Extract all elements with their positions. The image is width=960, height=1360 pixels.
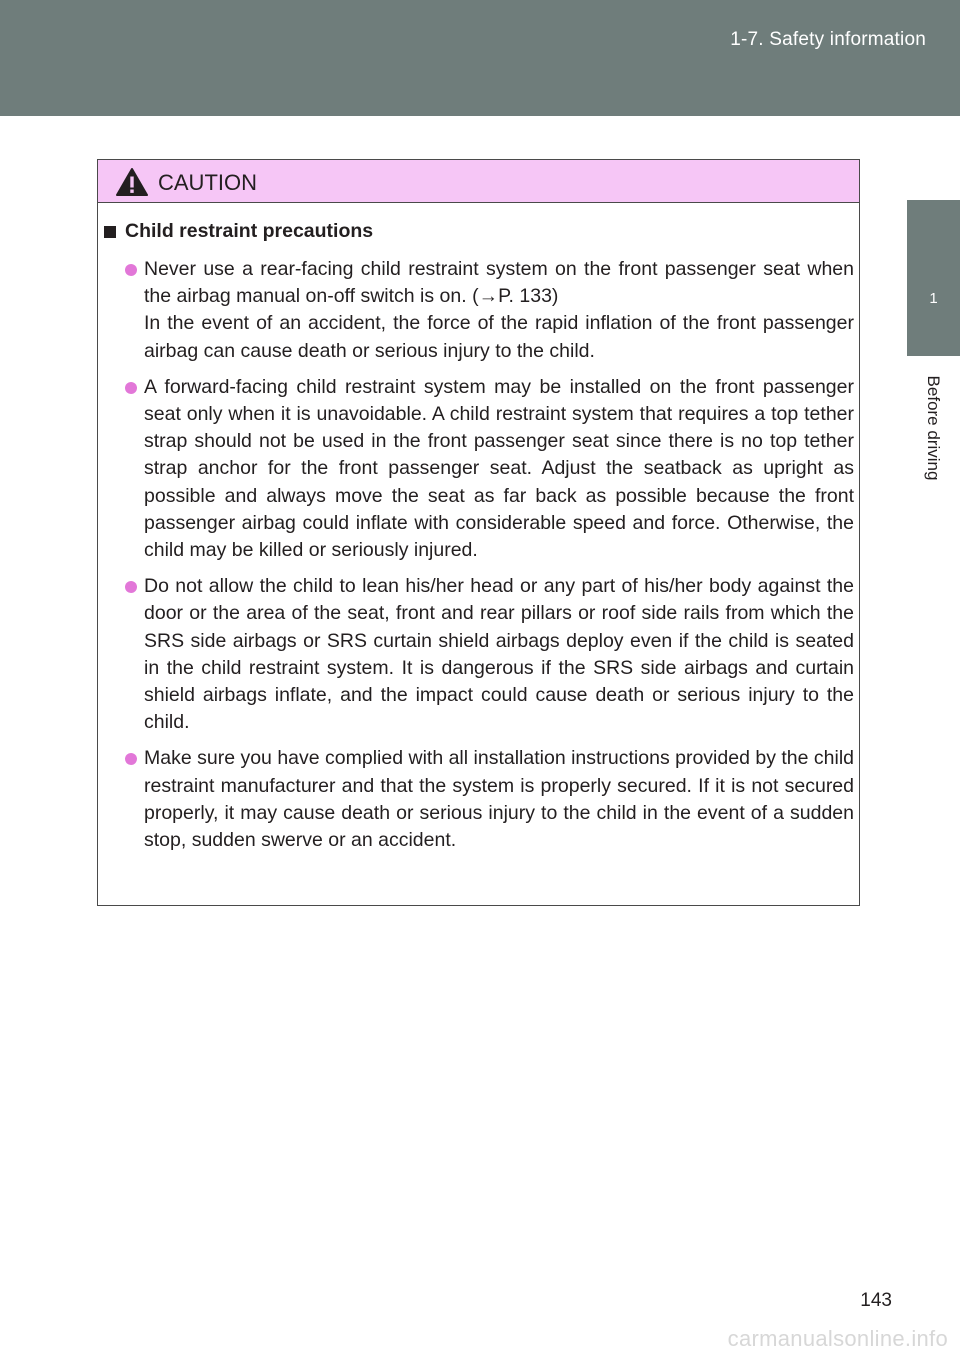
heading-text: Child restraint precautions [125, 220, 374, 242]
bullet-dot-icon [125, 753, 137, 765]
bullet-dot-icon [125, 382, 137, 394]
chapter-number: 1 [929, 290, 938, 307]
square-bullet-icon [104, 226, 116, 238]
bullet-dot-icon [125, 581, 137, 593]
chapter-tab [907, 200, 960, 356]
item-paragraph: Never use a rear-facing child restraint system on the front passenger seat when the airbag manual on-off switch is on. (→P. 133) [144, 258, 854, 308]
list-item [125, 745, 854, 854]
header-band [0, 0, 960, 116]
list-item [125, 256, 854, 365]
section-title: 1-7. Safety information [730, 29, 926, 50]
chapter-label: Before driving [924, 375, 943, 481]
section-heading [104, 220, 373, 243]
page-number: 143 [860, 1290, 892, 1311]
list-item [125, 573, 854, 736]
item-paragraph: Do not allow the child to lean his/her head or any part of his/her body against the door or the area of the seat, front and rear pillars or roof side rails from which the SRS side airbags or SRS curtain shield airbags deploy even if the child is seated in the child restraint system. It is dangerous if the SRS side airbags and curtain shield airbags inflate, and the impact could cause death or serious injury to the child. [144, 575, 854, 734]
caution-list [125, 256, 854, 863]
item-paragraph: A forward-facing child restraint system may be installed on the front passenger seat only when it is unavoidable. A child restraint system that requires a top tether strap should not be used in the front passenger seat since there is no top tether strap anchor for the front passenger seat. Adjust the seatback as upright as possible and always move the seat as far back as possible because the front passenger airbag could inflate with considerable speed and force. Otherwise, the child may be killed or seriously injured. [144, 375, 854, 562]
caution-box [97, 159, 860, 906]
warning-triangle-icon [115, 167, 149, 197]
bullet-dot-icon [125, 264, 137, 276]
watermark: carmanualsonline.info [727, 1326, 948, 1351]
caution-title: CAUTION [158, 170, 257, 195]
caution-header [98, 160, 859, 203]
item-paragraph: In the event of an accident, the force of the rapid inflation of the front passenger airbag can cause death or serious injury to the child. [144, 312, 854, 362]
list-item [125, 374, 854, 564]
item-paragraph: Make sure you have complied with all installation instructions provided by the child restraint manufacturer and that the system is properly secured. If it is not secured properly, it may cause death or serious injury to the child in the event of a sudden stop, sudden swerve or an accident. [144, 747, 854, 852]
